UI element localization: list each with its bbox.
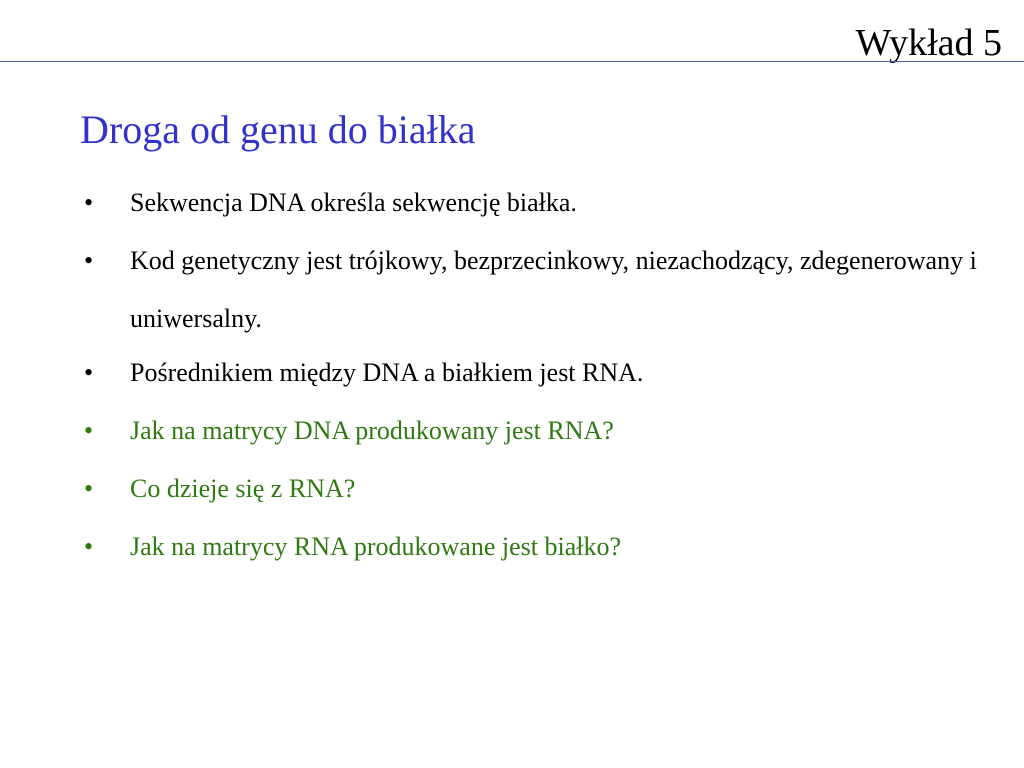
- bullet-marker: •: [84, 474, 94, 503]
- bullet-text: Jak na matrycy RNA produkowane jest białko?: [130, 532, 621, 561]
- bullet-item-question: [80, 406, 1010, 456]
- bullet-text: Kod genetyczny jest trójkowy, bezprzecinkowy, niezachodzący, zdegenerowany i uniwersalny.: [130, 246, 977, 333]
- bullet-text: Sekwencja DNA określa sekwencję białka.: [130, 188, 577, 217]
- slide-title: Droga od genu do białka: [80, 107, 476, 152]
- bullet-marker: •: [84, 246, 94, 275]
- bullet-list: [80, 178, 1010, 580]
- bullet-marker: •: [84, 188, 94, 217]
- lecture-label: Wykład 5: [855, 22, 1002, 64]
- header-divider: [0, 61, 1024, 62]
- bullet-item: [80, 232, 1010, 348]
- bullet-item: [80, 178, 1010, 228]
- bullet-text: Jak na matrycy DNA produkowany jest RNA?: [130, 416, 614, 445]
- bullet-item-question: [80, 464, 1010, 514]
- bullet-marker: •: [84, 416, 94, 445]
- bullet-text: Pośrednikiem między DNA a białkiem jest RNA.: [130, 358, 644, 387]
- bullet-marker: •: [84, 358, 94, 387]
- bullet-item-question: [80, 522, 1010, 572]
- bullet-marker: •: [84, 532, 94, 561]
- bullet-text: Co dzieje się z RNA?: [130, 474, 356, 503]
- bullet-item: [80, 348, 1010, 398]
